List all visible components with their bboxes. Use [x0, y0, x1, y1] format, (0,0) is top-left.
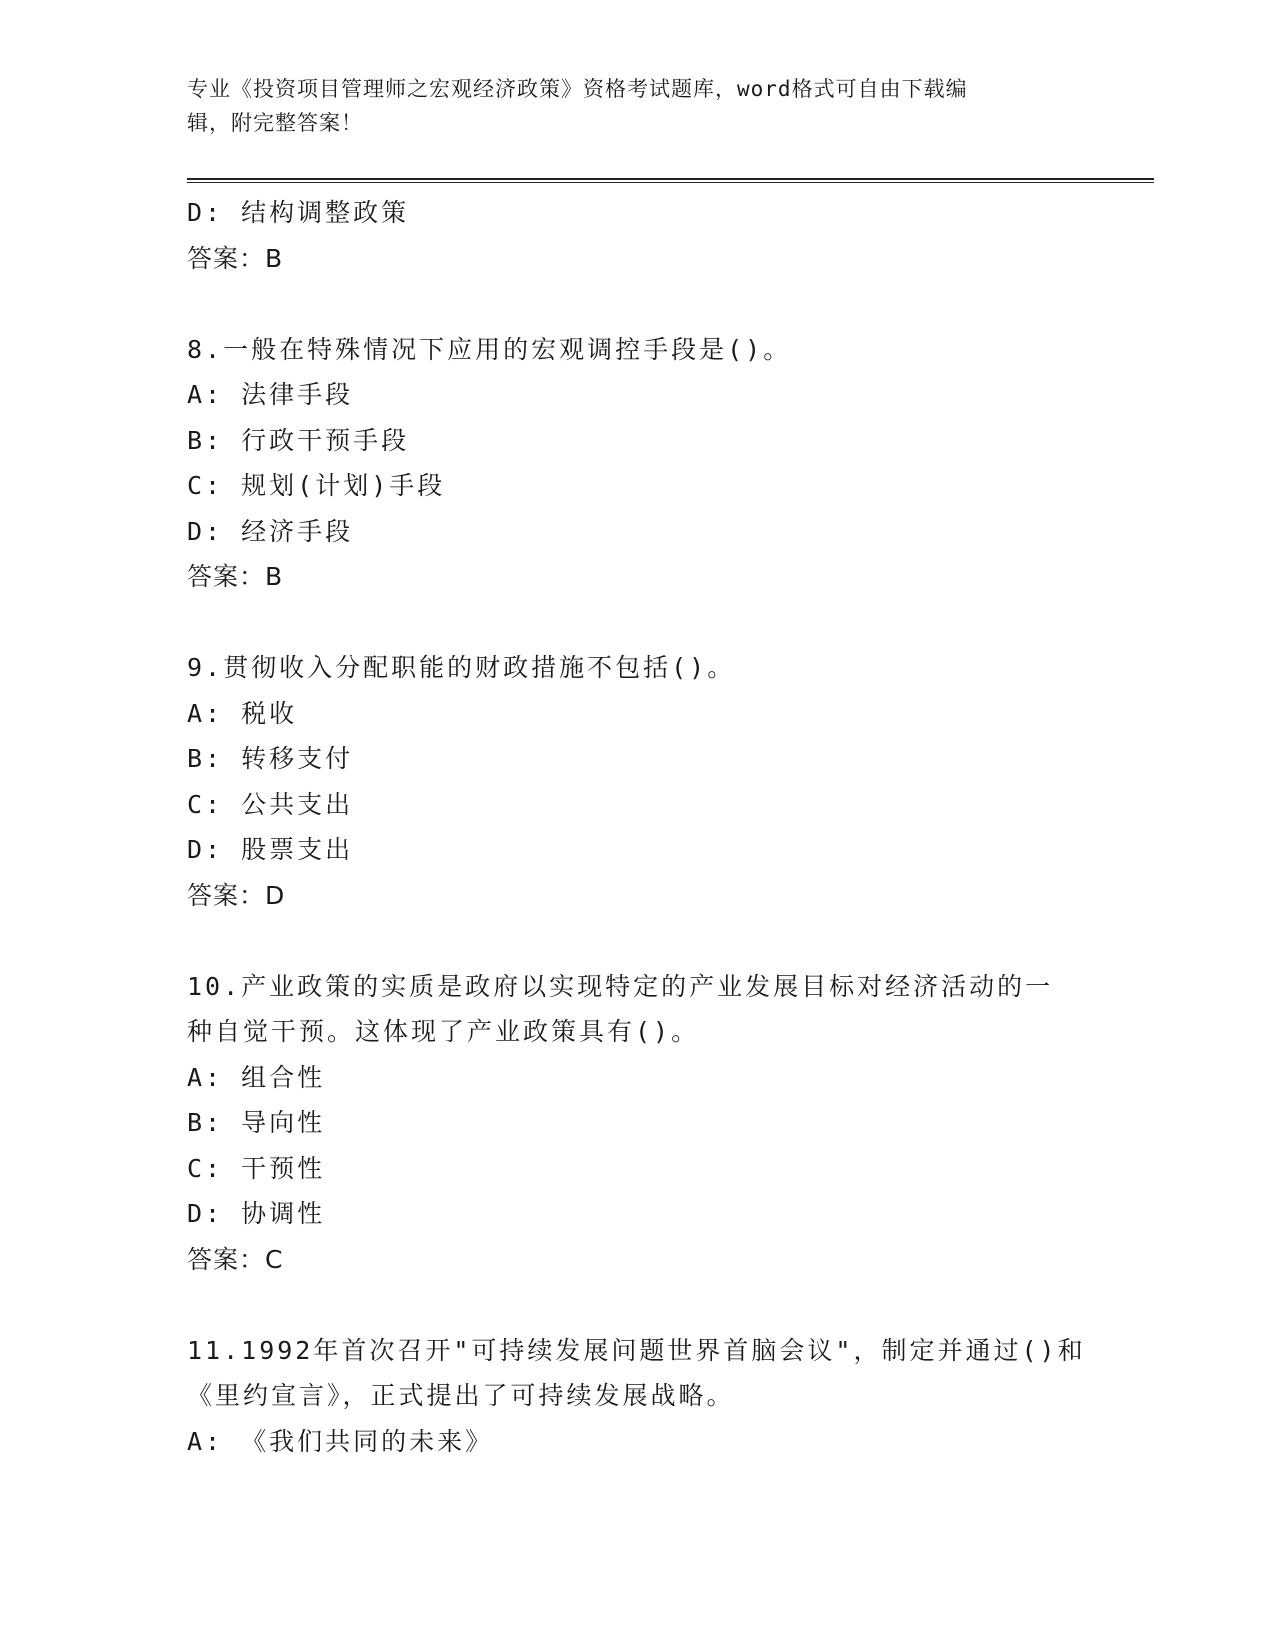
spacer	[187, 281, 1087, 327]
question-text-line-2: 《里约宣言》，正式提出了可持续发展战略。	[187, 1381, 735, 1410]
option-d: D: 结构调整政策	[187, 198, 410, 227]
question-11	[187, 1328, 1087, 1465]
option-a: A: 法律手段	[187, 380, 354, 409]
document-header	[187, 72, 1087, 140]
answer: 答案：D	[187, 880, 286, 910]
header-divider	[187, 178, 1154, 183]
option-b: B: 转移支付	[187, 744, 354, 773]
header-line-1: 专业《投资项目管理师之宏观经济政策》资格考试题库，word格式可自由下载编	[187, 77, 968, 101]
header-line-2: 辑，附完整答案！	[187, 111, 363, 135]
option-b: B: 导向性	[187, 1108, 326, 1137]
question-text: 9.贯彻收入分配职能的财政措施不包括()。	[187, 653, 736, 682]
question-9	[187, 645, 1087, 918]
question-10	[187, 964, 1087, 1283]
option-d: D: 协调性	[187, 1199, 326, 1228]
option-a: A: 《我们共同的未来》	[187, 1426, 494, 1456]
question-8	[187, 327, 1087, 600]
spacer	[187, 600, 1087, 646]
question-7	[187, 190, 1087, 281]
question-text: 8.一般在特殊情况下应用的宏观调控手段是()。	[187, 334, 792, 364]
option-d: D: 股票支出	[187, 835, 354, 864]
option-a: A: 税收	[187, 698, 298, 728]
question-text-line-1: 10.产业政策的实质是政府以实现特定的产业发展目标对经济活动的一	[187, 971, 1054, 1001]
question-text-line-2: 种自觉干预。这体现了产业政策具有()。	[187, 1017, 700, 1046]
option-c: C: 规划(计划)手段	[187, 471, 446, 500]
spacer	[187, 918, 1087, 964]
option-b: B: 行政干预手段	[187, 425, 410, 455]
answer: 答案：C	[187, 1244, 284, 1274]
option-c: C: 干预性	[187, 1153, 326, 1183]
answer: 答案：B	[187, 243, 284, 273]
answer: 答案：B	[187, 562, 284, 591]
option-c: C: 公共支出	[187, 789, 354, 819]
question-text-line-1: 11.1992年首次召开"可持续发展问题世界首脑会议"，制定并通过()和	[187, 1335, 1086, 1365]
question-list	[187, 190, 1087, 1464]
spacer	[187, 1282, 1087, 1328]
option-d: D: 经济手段	[187, 516, 354, 546]
option-a: A: 组合性	[187, 1062, 326, 1092]
